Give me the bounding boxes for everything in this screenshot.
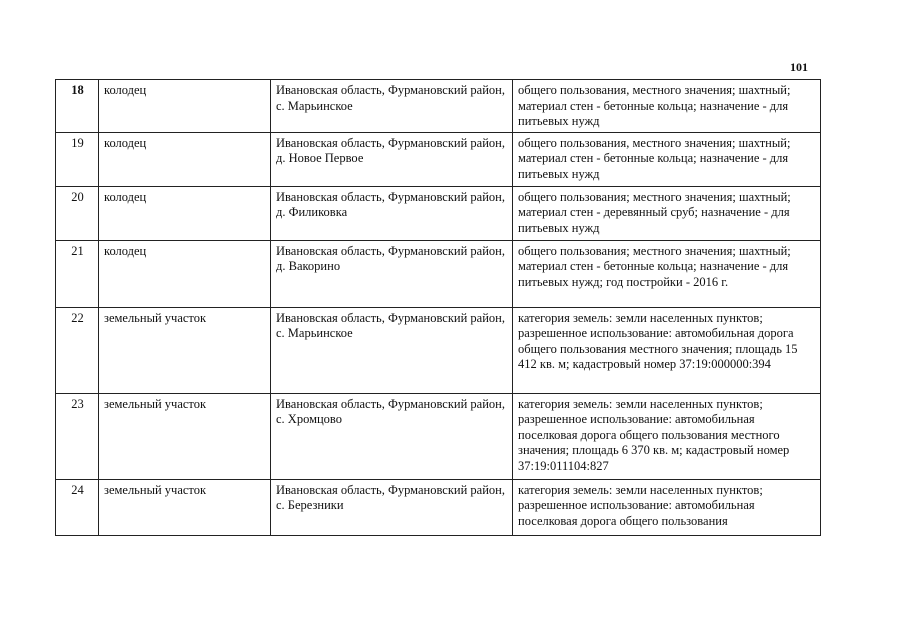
object-name: колодец: [99, 80, 271, 133]
row-number: 21: [56, 240, 99, 307]
table-row: [56, 240, 821, 307]
object-description: общего пользования; местного значения; шахтный; материал стен - бетонные кольца; назначение - для питьевых нужд; год постройки - 2016 г.: [513, 240, 821, 307]
object-description: общего пользования, местного значения; шахтный; материал стен - бетонные кольца; назначение - для питьевых нужд: [513, 80, 821, 133]
row-number: 24: [56, 479, 99, 535]
object-name: колодец: [99, 186, 271, 240]
object-name: земельный участок: [99, 479, 271, 535]
table-row: [56, 186, 821, 240]
table-row: [56, 393, 821, 479]
row-number: 22: [56, 307, 99, 393]
object-address: Ивановская область, Фурмановский район, с. Березники: [271, 479, 513, 535]
row-number: 18: [56, 80, 99, 133]
object-address: Ивановская область, Фурмановский район, д. Вакорино: [271, 240, 513, 307]
row-number: 20: [56, 186, 99, 240]
page-number: 101: [790, 60, 808, 74]
property-table: [55, 79, 821, 536]
object-name: земельный участок: [99, 307, 271, 393]
row-number: 19: [56, 132, 99, 186]
object-address: Ивановская область, Фурмановский район, с. Марьинское: [271, 80, 513, 133]
table-row: [56, 479, 821, 535]
table-row: [56, 80, 821, 133]
object-address: Ивановская область, Фурмановский район, с. Хромцово: [271, 393, 513, 479]
object-address: Ивановская область, Фурмановский район, д. Филиковка: [271, 186, 513, 240]
row-number: 23: [56, 393, 99, 479]
table-row: [56, 132, 821, 186]
object-name: колодец: [99, 240, 271, 307]
object-description: категория земель: земли населенных пунктов; разрешенное использование: автомобильная поселковая дорога общего пользования местного значения; площадь 6 370 кв. м; кадастровый номер 37:19:011104:827: [513, 393, 821, 479]
object-name: колодец: [99, 132, 271, 186]
object-description: общего пользования, местного значения; шахтный; материал стен - бетонные кольца; назначение - для питьевых нужд: [513, 132, 821, 186]
object-address: Ивановская область, Фурмановский район, с. Марьинское: [271, 307, 513, 393]
object-description: категория земель: земли населенных пунктов; разрешенное использование: автомобильная поселковая дорога общего пользования: [513, 479, 821, 535]
object-address: Ивановская область, Фурмановский район, д. Новое Первое: [271, 132, 513, 186]
object-name: земельный участок: [99, 393, 271, 479]
object-description: общего пользования; местного значения; шахтный; материал стен - деревянный сруб; назначение - для питьевых нужд: [513, 186, 821, 240]
object-description: категория земель: земли населенных пунктов; разрешенное использование: автомобильная дорога общего пользования местного значения; площадь 15 412 кв. м; кадастровый номер 37:19:000000:394: [513, 307, 821, 393]
table-row: [56, 307, 821, 393]
